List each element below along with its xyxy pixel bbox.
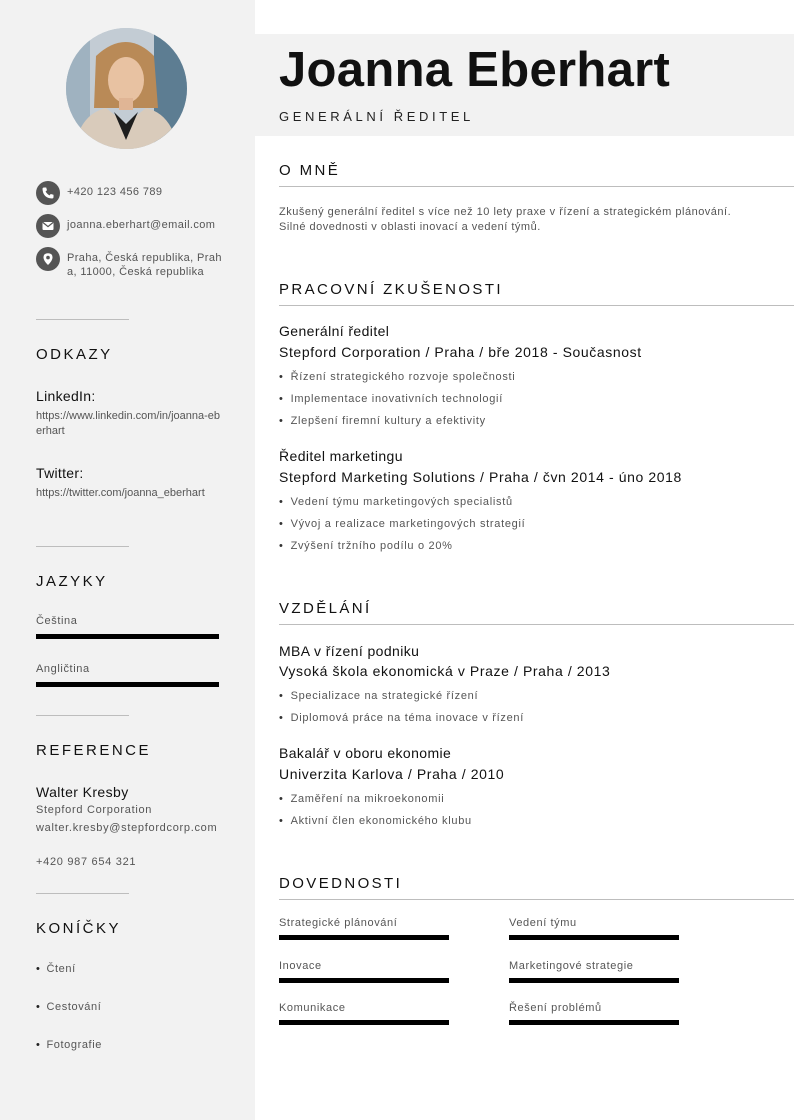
bullet-text: Vývoj a realizace marketingových strategií — [290, 518, 526, 530]
about-heading: O MNĚ — [279, 162, 341, 179]
job-bullet: • Vývoj a realizace marketingových strategií — [279, 518, 526, 530]
skill-label: Řešení problémů — [509, 1002, 602, 1014]
bullet-text: Řízení strategického rozvoje společnosti — [290, 371, 516, 383]
twitter-label: Twitter: — [36, 465, 84, 481]
job-bullet: • Zlepšení firemní kultury a efektivity — [279, 415, 486, 427]
divider — [36, 893, 129, 894]
skill-label: Vedení týmu — [509, 917, 577, 929]
reference-phone: +420 987 654 321 — [36, 856, 137, 868]
skill-level-bar — [279, 935, 449, 940]
skill-level-bar — [279, 978, 449, 983]
education-title: Bakalář v oboru ekonomie — [279, 745, 452, 761]
bullet-text: Aktivní člen ekonomického klubu — [290, 815, 472, 827]
education-bullet: • Diplomová práce na téma inovace v řízení — [279, 712, 524, 724]
job-meta: Stepford Marketing Solutions / Praha / čvn 2014 - úno 2018 — [279, 469, 682, 485]
hobby-label: Čtení — [46, 963, 76, 975]
job-meta: Stepford Corporation / Praha / bře 2018 - Současnost — [279, 344, 642, 360]
bullet-text: Zaměření na mikroekonomii — [290, 793, 445, 805]
divider — [36, 546, 129, 547]
job-title: Generální ředitel — [279, 323, 390, 339]
section-rule — [279, 305, 794, 306]
divider — [36, 319, 129, 320]
job-bullet: • Řízení strategického rozvoje společnosti — [279, 371, 516, 383]
person-name: Joanna Eberhart — [279, 43, 671, 97]
bullet-text: Zlepšení firemní kultury a efektivity — [290, 415, 486, 427]
contact-block — [36, 181, 226, 288]
twitter-link[interactable]: https://twitter.com/joanna_eberhart — [36, 487, 205, 499]
bullet-text: Zvýšení tržního podílu o 20% — [290, 540, 453, 552]
bullet-text: Specializace na strategické řízení — [290, 690, 479, 702]
education-meta: Vysoká škola ekonomická v Praze / Praha / 2013 — [279, 663, 611, 679]
skill-level-bar — [509, 935, 679, 940]
education-bullet: • Zaměření na mikroekonomii — [279, 793, 445, 805]
hobby-item: • Čtení — [36, 963, 76, 975]
education-meta: Univerzita Karlova / Praha / 2010 — [279, 766, 505, 782]
phone-icon — [36, 181, 60, 205]
skill-label: Inovace — [279, 960, 322, 972]
linkedin-link[interactable]: https://www.linkedin.com/in/joanna-eberhart — [36, 410, 221, 437]
education-heading: VZDĚLÁNÍ — [279, 600, 372, 617]
section-rule — [279, 899, 794, 900]
bullet-text: Vedení týmu marketingových specialistů — [290, 496, 513, 508]
languages-heading: JAZYKY — [36, 573, 108, 590]
job-bullet: • Implementace inovativních technologií — [279, 393, 503, 405]
education-title: MBA v řízení podniku — [279, 643, 420, 659]
hobby-item: • Fotografie — [36, 1039, 102, 1051]
language-level-bar — [36, 634, 219, 639]
skill-label: Marketingové strategie — [509, 960, 634, 972]
skill-level-bar — [509, 978, 679, 983]
skill-level-bar — [509, 1020, 679, 1025]
experience-heading: PRACOVNÍ ZKUŠENOSTI — [279, 281, 503, 298]
contact-address — [36, 247, 226, 279]
reference-name: Walter Kresby — [36, 784, 129, 800]
language-level-bar — [36, 682, 219, 687]
job-bullet: • Zvýšení tržního podílu o 20% — [279, 540, 453, 552]
skill-label: Komunikace — [279, 1002, 346, 1014]
reference-company: Stepford Corporation — [36, 804, 153, 816]
skill-level-bar — [279, 1020, 449, 1025]
reference-email[interactable]: walter.kresby@stepfordcorp.com — [36, 822, 218, 834]
divider — [36, 715, 129, 716]
bullet-text: Diplomová práce na téma inovace v řízení — [290, 712, 524, 724]
job-role: GENERÁLNÍ ŘEDITEL — [279, 109, 474, 124]
sidebar — [0, 0, 255, 1120]
education-bullet: • Specializace na strategické řízení — [279, 690, 479, 702]
about-text: Zkušený generální ředitel s více než 10 lety praxe v řízení a strategickém plánování. Silné dovednosti v oblasti inovací a vedení týmů. — [279, 206, 732, 233]
address-text: Praha, Česká republika, Praha, 11000, Česká republika — [67, 252, 222, 278]
email-text[interactable]: joanna.eberhart@email.com — [67, 219, 216, 231]
hobby-label: Fotografie — [46, 1039, 102, 1051]
location-pin-icon — [36, 247, 60, 271]
skills-heading: DOVEDNOSTI — [279, 875, 403, 892]
contact-email — [36, 214, 226, 238]
section-rule — [279, 624, 794, 625]
phone-text: +420 123 456 789 — [67, 186, 163, 198]
job-bullet: • Vedení týmu marketingových specialistů — [279, 496, 513, 508]
bullet-text: Implementace inovativních technologií — [290, 393, 503, 405]
avatar — [66, 28, 187, 149]
profile-photo — [66, 28, 187, 149]
education-bullet: • Aktivní člen ekonomického klubu — [279, 815, 472, 827]
hobby-item: • Cestování — [36, 1001, 102, 1013]
envelope-icon — [36, 214, 60, 238]
reference-heading: REFERENCE — [36, 742, 152, 759]
linkedin-label: LinkedIn: — [36, 388, 96, 404]
links-heading: ODKAZY — [36, 346, 113, 363]
contact-phone — [36, 181, 226, 205]
job-title: Ředitel marketingu — [279, 448, 403, 464]
hobbies-heading: KONÍČKY — [36, 920, 122, 937]
hobby-label: Cestování — [46, 1001, 102, 1013]
language-label: Čeština — [36, 615, 78, 627]
section-rule — [279, 186, 794, 187]
language-label: Angličtina — [36, 663, 90, 675]
skill-label: Strategické plánování — [279, 917, 398, 929]
